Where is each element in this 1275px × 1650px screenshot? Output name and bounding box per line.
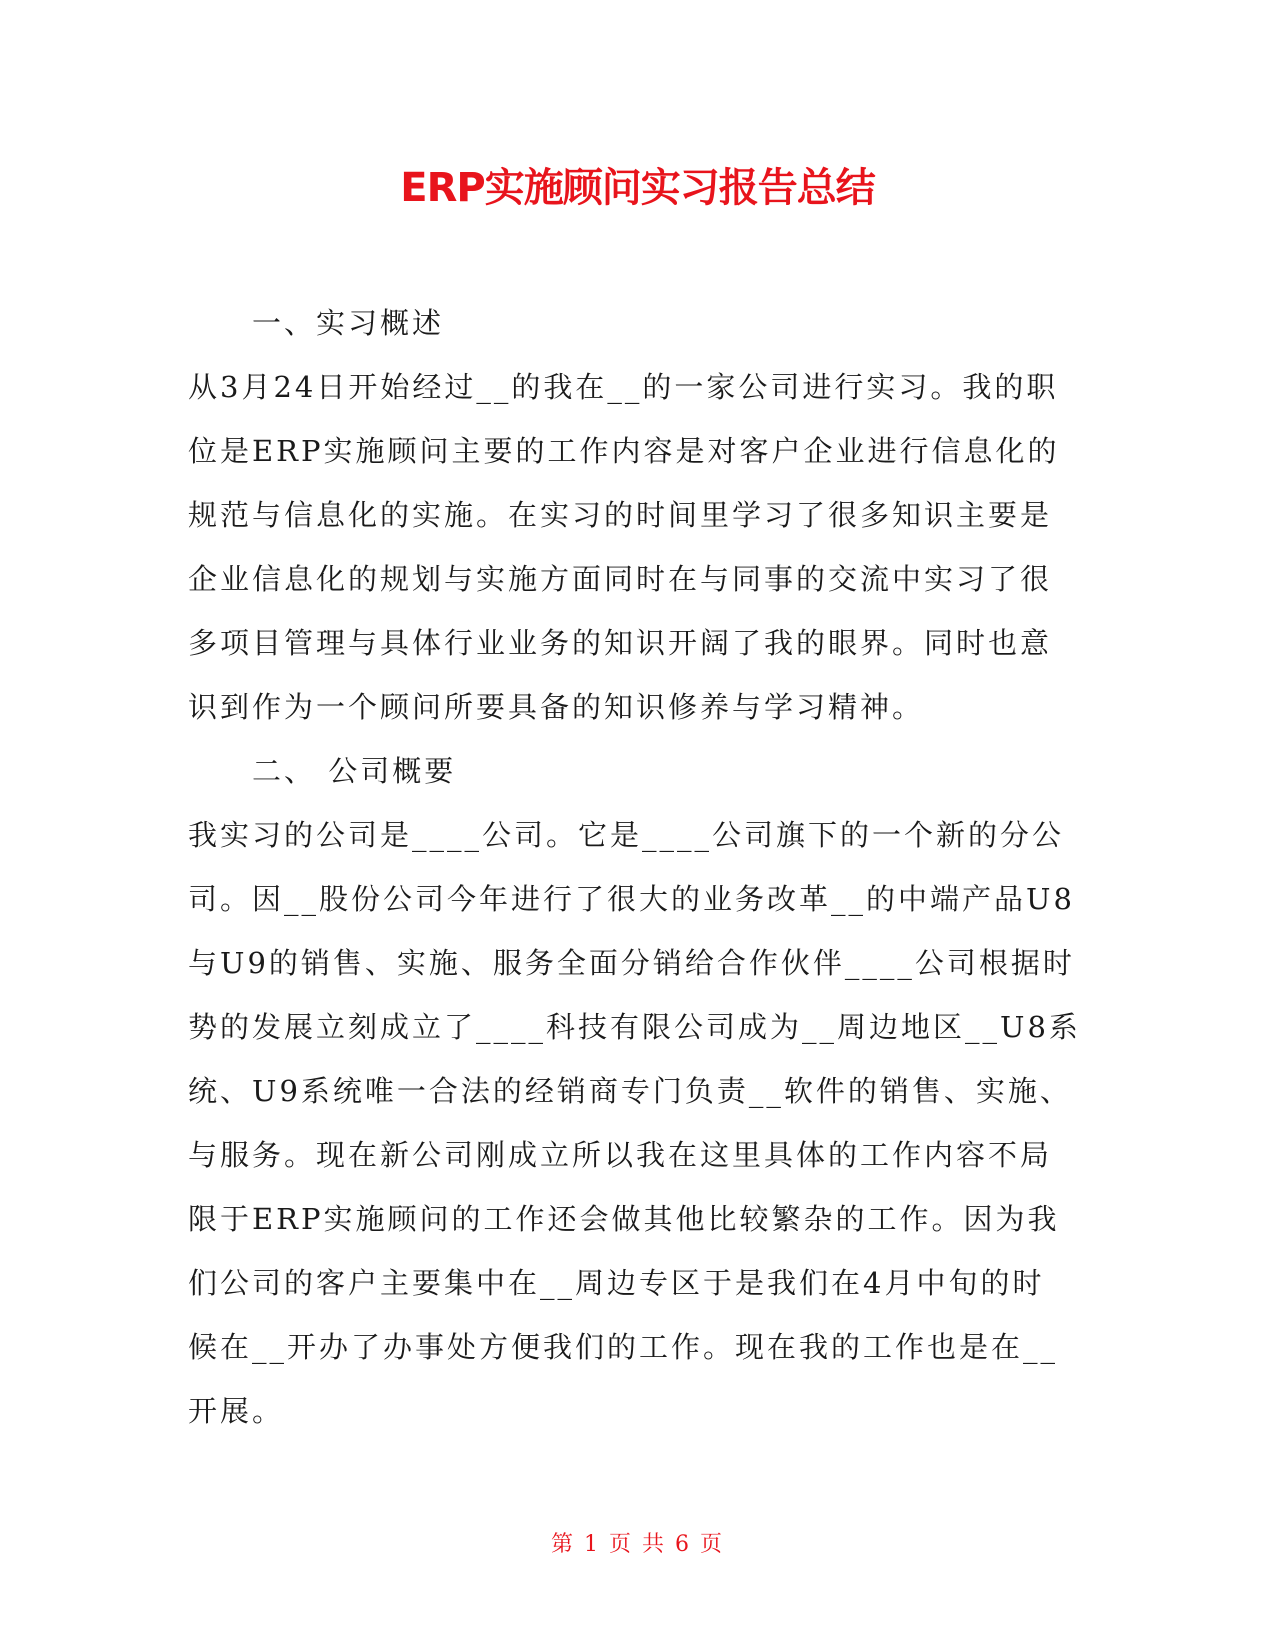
text-line: 开展。 (188, 1394, 285, 1428)
text-line: 与U9的销售、实施、服务全面分销给合作伙伴____公司根据时 (188, 946, 1075, 980)
document-title: ERP实施顾问实习报告总结 (400, 165, 875, 211)
paragraph-overview (188, 355, 1088, 739)
text-line: 们公司的客户主要集中在__周边专区于是我们在4月中旬的时 (188, 1266, 1045, 1300)
text-line: 规范与信息化的实施。在实习的时间里学习了很多知识主要是 (188, 498, 1053, 532)
text-line: 势的发展立刻成立了____科技有限公司成为__周边地区__U8系 (188, 1010, 1081, 1044)
text-line: 候在__开办了办事处方便我们的工作。现在我的工作也是在__ (188, 1330, 1059, 1364)
text-line: 限于ERP实施顾问的工作还会做其他比较繁杂的工作。因为我 (188, 1202, 1060, 1236)
paragraph-company (188, 803, 1088, 1443)
text-line: 司。因__股份公司今年进行了很大的业务改革__的中端产品U8 (188, 882, 1075, 916)
text-line: 多项目管理与具体行业业务的知识开阔了我的眼界。同时也意 (188, 626, 1053, 660)
section-heading-overview: 一、实习概述 (252, 306, 445, 340)
section-heading-company: 二、 公司概要 (252, 754, 457, 788)
text-line: 企业信息化的规划与实施方面同时在与同事的交流中实习了很 (188, 562, 1053, 596)
text-line: 我实习的公司是____公司。它是____公司旗下的一个新的分公 (188, 818, 1065, 852)
text-line: 统、U9系统唯一合法的经销商专门负责__软件的销售、实施、 (188, 1074, 1072, 1108)
text-line: 位是ERP实施顾问主要的工作内容是对客户企业进行信息化的 (188, 434, 1060, 468)
text-line: 从3月24日开始经过__的我在__的一家公司进行实习。我的职 (188, 370, 1059, 404)
page-footer: 第 1 页 共 6 页 (551, 1532, 724, 1557)
text-line: 识到作为一个顾问所要具备的知识修养与学习精神。 (188, 690, 925, 724)
text-line: 与服务。现在新公司刚成立所以我在这里具体的工作内容不局 (188, 1138, 1053, 1172)
document-body (188, 291, 1088, 1443)
